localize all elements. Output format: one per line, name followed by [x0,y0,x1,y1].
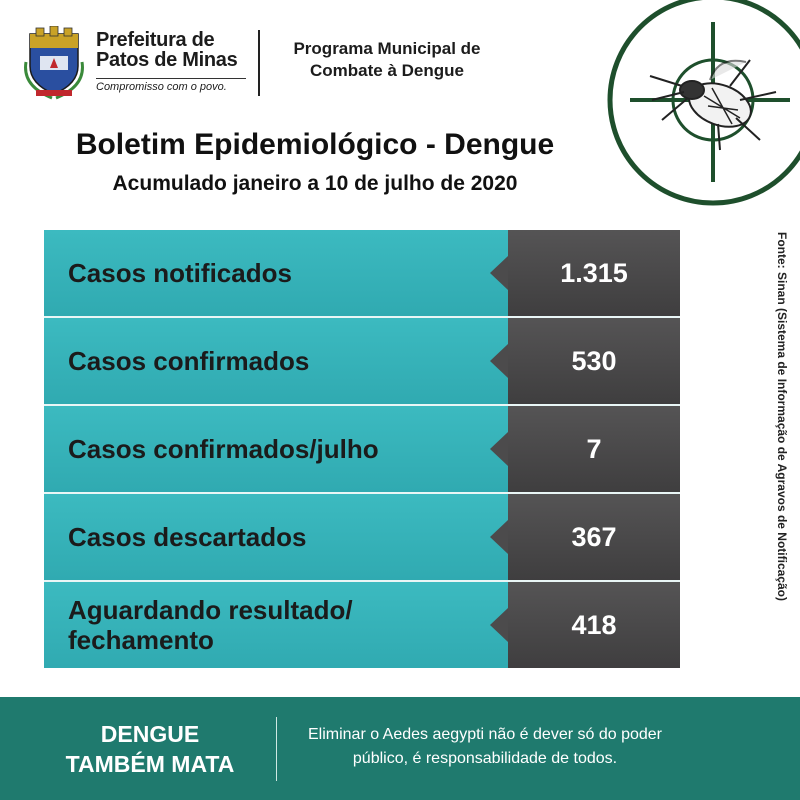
row-value: 1.315 [560,257,628,288]
prefeitura-slogan: Compromisso com o povo. [96,78,246,93]
row-label-line2: fechamento [68,625,214,655]
row-value: 530 [571,345,617,376]
page-title: Boletim Epidemiológico - Dengue [75,128,555,161]
row-label: Casos notificados [68,258,292,288]
header-divider [258,30,260,96]
program-line1: Programa Municipal de [293,39,481,58]
row-value: 7 [586,433,602,464]
row-label-cell [44,494,508,580]
table-row [44,318,680,404]
row-label-cell [44,406,508,492]
prefeitura-name [96,30,256,70]
source-note: Fonte: Sinan (Sistema de Informação de Agravos de Notificação) [775,232,789,601]
footer-slogan-line2: TAMBÉM MATA [65,751,235,777]
row-label-cell [44,582,508,668]
row-value-cell [508,318,680,404]
table-row [44,494,680,580]
page-subtitle: Acumulado janeiro a 10 de julho de 2020 [112,172,518,195]
row-value: 418 [571,609,617,640]
footer-banner [0,697,800,800]
row-value-cell [508,582,680,668]
prefeitura-logo [22,26,262,100]
table-row [44,230,680,316]
row-label-cell [44,230,508,316]
footer-slogan [40,719,260,779]
row-label-cell [44,318,508,404]
footer-divider [276,717,277,781]
row-value-cell [508,230,680,316]
row-arrow-notch [490,608,508,642]
row-label: Casos descartados [68,522,307,552]
cases-table [44,230,680,668]
table-row [44,406,680,492]
row-arrow-notch [490,344,508,378]
row-arrow-notch [490,256,508,290]
footer-message: Eliminar o Aedes aegypti não é dever só do poder público, é responsabilidade de todos. [307,726,662,767]
row-label [44,595,353,655]
row-value: 367 [571,521,617,552]
row-label-line1: Aguardando resultado/ [68,595,353,625]
table-row [44,582,680,668]
municipal-crest-icon [22,26,86,100]
prefeitura-line2: Patos de Minas [96,49,238,71]
row-value-cell [508,406,680,492]
program-line2: Combate à Dengue [310,61,464,80]
row-arrow-notch [490,432,508,466]
prefeitura-line1: Prefeitura de [96,29,215,51]
program-name [272,38,502,82]
row-arrow-notch [490,520,508,554]
row-value-cell [508,494,680,580]
footer-slogan-line1: DENGUE [100,721,200,747]
mosquito-target-icon [600,0,800,220]
row-label: Casos confirmados/julho [68,434,379,464]
row-label: Casos confirmados [68,346,310,376]
